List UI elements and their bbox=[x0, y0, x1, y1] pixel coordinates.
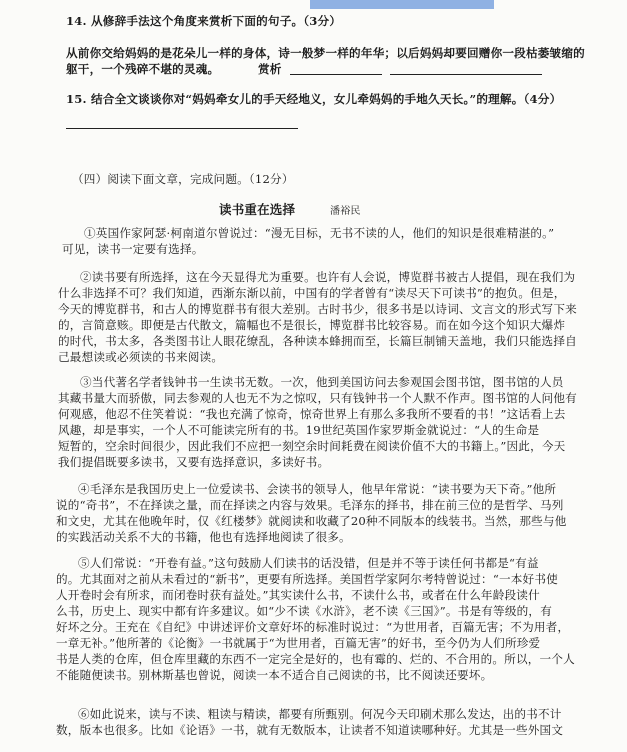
paragraph-2-line: 什么非选择不可？我们知道，西渐东渐以前，中国有的学者曾有“读尽天下可读书”的抱负。但是， bbox=[58, 286, 566, 300]
paragraph-4-line: 和文史，尤其在他晚年时，仅《红楼梦》就阅读和收藏了20种不同版本的线装书。当然，那些与他 bbox=[56, 514, 567, 528]
paragraph-5-line: 书是人类的仓库，但仓库里藏的东西不一定完全是好的，也有霉的、烂的、不合用的。所以，一个人 bbox=[56, 652, 575, 666]
paragraph-5-line: 好坏之分。王充在《自纪》中讲述评价文章好坏的标准时说过：“为世用者，百篇无害；不为用者， bbox=[56, 620, 570, 634]
paragraph-3-line: 我们提倡既要多读书，又要有选择意识，多读好书。 bbox=[58, 455, 330, 469]
question-14-quote-line-2: 躯干，一个残碎不堪的灵魂。 bbox=[66, 62, 220, 76]
paragraph-2-line: ②读书要有所选择，这在今天显得尤为重要。也许有人会说，博览群书被古人提倡，现在我们为 bbox=[80, 270, 576, 284]
paragraph-1-line: 可见，读书一定要有选择。 bbox=[62, 242, 204, 256]
question-14-quote-line-1: 从前你交给妈妈的是花朵儿一样的身体，诗一般梦一样的年华；以后妈妈却要回赠你一段枯萎皱缩的 bbox=[66, 46, 585, 60]
article-author: 潘裕民 bbox=[330, 206, 361, 217]
question-15-answer-line bbox=[66, 128, 298, 129]
paragraph-3-line: 其藏书量大而骄傲，同去参观的人也无不为之惊叹，只有钱钟书一个人默不作声。图书馆的人问他有 bbox=[58, 391, 577, 405]
paragraph-2-line: 今天的博览群书，和古人的博览群书有很大差别。古时书少，很多书是以诗词、文言文的形式写下来 bbox=[58, 302, 577, 316]
question-14-answer-line bbox=[290, 74, 382, 75]
question-15-prompt: 15. 结合全文谈谈你对“妈妈牵女儿的手天经地义，女儿牵妈妈的手地久天长。”的理解。（4分） bbox=[66, 92, 562, 106]
paragraph-5-line: 人开卷时会有所求，而闭卷时获有益处。”其实读什么书，不读什么书，或者在什么年龄段读什 bbox=[56, 588, 540, 602]
blue-header-tab bbox=[310, 0, 494, 9]
paragraph-4-line: ④毛泽东是我国历史上一位爱读书、会读书的领导人，他早年常说：“读书要为天下奇。”他所 bbox=[78, 482, 557, 496]
paragraph-4-line: 的实践活动关系不大的书籍，他也有选择地阅读了很多。 bbox=[56, 530, 351, 544]
paragraph-3-line: ③当代著名学者钱钟书一生读书无数。一次，他到美国访问去参观国会图书馆，图书馆的人员 bbox=[80, 375, 564, 389]
article-title: 读书重在选择 bbox=[219, 202, 296, 217]
question-14-answer-label: 赏析 bbox=[258, 62, 282, 76]
paragraph-5-line: 一章无补。”他所著的《论衡》一书就属于“为世用者，百篇无害”的好书，至今仍为人们所珍爱 bbox=[56, 636, 541, 650]
paragraph-5-line: 么书，历史上、现实中都有许多建议。如“少不读《水浒》，老不读《三国》”。书是有等级的，有 bbox=[56, 604, 552, 618]
paragraph-3-line: 短暂的，空余时间很少，因此我们不应把一刻空余时间耗费在阅读价值不大的书籍上。”因此，今天 bbox=[58, 439, 566, 453]
paragraph-2-line: 的时代，书太多，各类图书让人眼花缭乱，各种读本蜂拥而至，长篇巨制铺天盖地，我们只能选择自 bbox=[58, 334, 577, 348]
section-4-heading: （四）阅读下面文章，完成问题。（12分） bbox=[72, 172, 294, 186]
paragraph-5-line: 的。尤其面对之前从未看过的“新书”，更要有所选择。美国哲学家阿尔考特曾说过：“一本好书使 bbox=[56, 572, 558, 586]
paragraph-3-line: 风趣，却是事实，一个人不可能读完所有的书。19世纪英国作家罗斯金就说过：“人的生命是 bbox=[58, 423, 540, 437]
paragraph-1-line: ①英国作家阿瑟·柯南道尔曾说过：“漫无目标，无书不读的人，他们的知识是很难精湛的。” bbox=[84, 226, 555, 240]
paragraph-6-line: 数，版本也很多。比如《论语》一书，就有无数版本，让读者不知道读哪种好。尤其是一些外国文 bbox=[56, 723, 564, 737]
paragraph-4-line: 说的“奇书”，不在择读之量，而在择读之内容与效果。毛泽东的择书，排在前三位的是哲学、马列 bbox=[56, 498, 564, 512]
paragraph-3-line: 何观感，他忍不住笑着说：“我也充满了惊奇，惊奇世界上有那么多我所不要看的书！”这话看上去 bbox=[58, 407, 566, 421]
question-14-prompt: 14. 从修辞手法这个角度来赏析下面的句子。（3分） bbox=[66, 14, 342, 28]
paragraph-2-line: 己最想读或必须读的书来阅读。 bbox=[58, 350, 224, 364]
paragraph-6-line: ⑥如此说来，读与不读、粗读与精读，都要有所甄别。何况今天印刷术那么发达，出的书不计 bbox=[78, 707, 562, 721]
paragraph-5-line: 不能随便读书。别林斯基也曾说，阅读一本不适合自己阅读的书，比不阅读还要坏。 bbox=[56, 668, 493, 682]
paragraph-2-line: 的，言简意赅。即便是古代散文，篇幅也不是很长，博览群书比较容易。而在如今这个知识大爆炸 bbox=[58, 318, 566, 332]
question-14-answer-line-2 bbox=[390, 74, 542, 75]
paragraph-5-line: ⑤人们常说：“开卷有益。”这句鼓励人们读书的话没错，但是并不等于读任何书都是“有益 bbox=[78, 556, 539, 570]
